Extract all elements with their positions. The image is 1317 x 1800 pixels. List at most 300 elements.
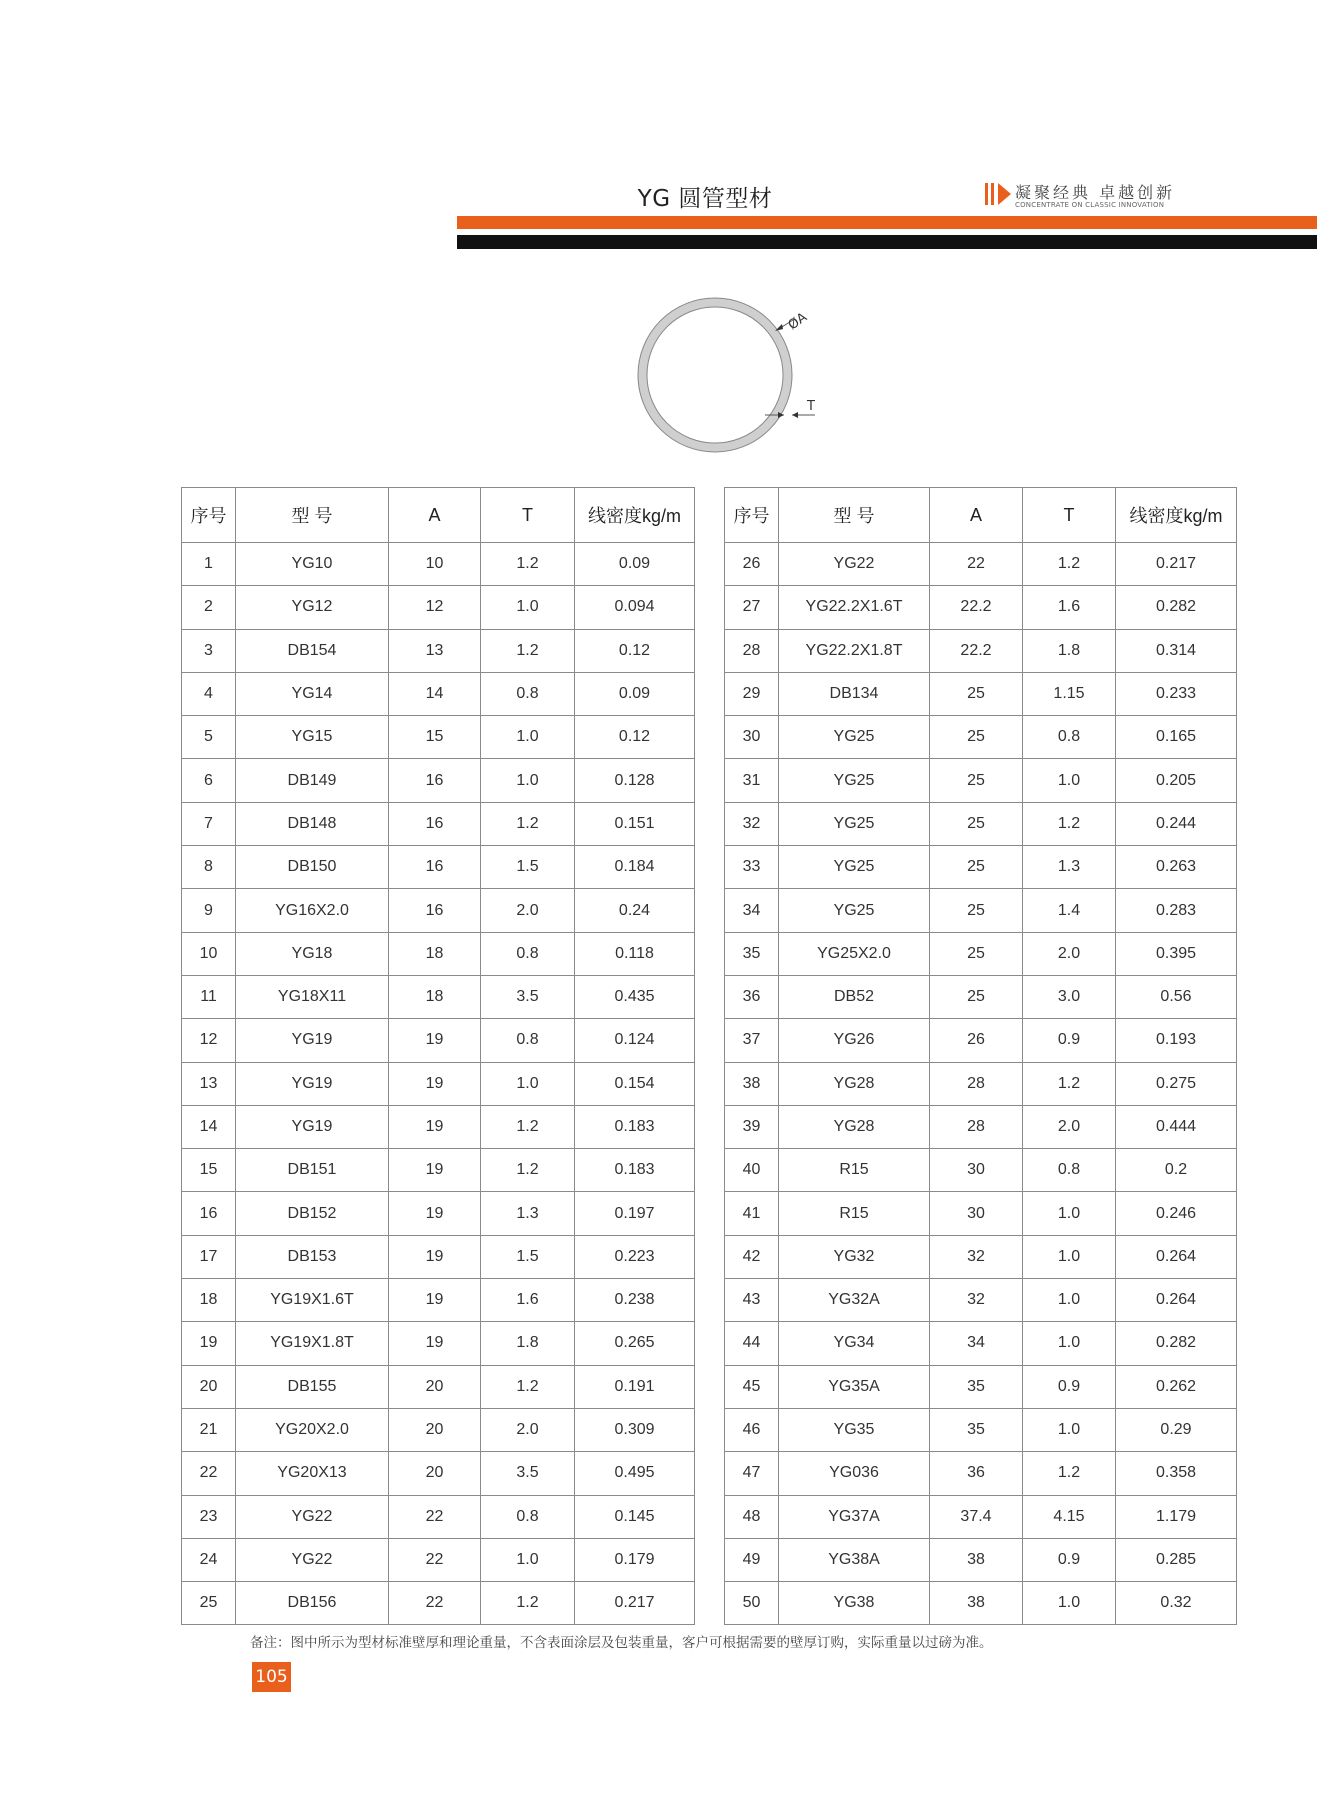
cell-index: 44: [725, 1322, 779, 1365]
table-row: [725, 1062, 1237, 1105]
cell-model: YG35A: [779, 1365, 930, 1408]
cell-index: 43: [725, 1279, 779, 1322]
cell-a: 10: [389, 543, 481, 586]
cell-t: 1.0: [1023, 1235, 1116, 1278]
cell-t: 1.8: [1023, 629, 1116, 672]
slogan-chinese: 凝聚经典 卓越创新: [1015, 183, 1176, 202]
table-row: [182, 1062, 695, 1105]
cell-a: 35: [930, 1365, 1023, 1408]
cell-a: 16: [389, 889, 481, 932]
cell-density: 0.094: [575, 586, 695, 629]
cell-a: 19: [389, 1235, 481, 1278]
cell-density: 0.184: [575, 846, 695, 889]
cell-a: 25: [930, 932, 1023, 975]
cell-t: 1.2: [1023, 543, 1116, 586]
cell-a: 22: [389, 1538, 481, 1581]
cell-a: 38: [930, 1538, 1023, 1581]
cell-index: 21: [182, 1408, 236, 1451]
table-row: [182, 1105, 695, 1148]
cell-density: 0.179: [575, 1538, 695, 1581]
table-row: [182, 1192, 695, 1235]
cell-index: 50: [725, 1582, 779, 1625]
cell-a: 19: [389, 1062, 481, 1105]
cell-model: YG19: [236, 1062, 389, 1105]
table-row: [725, 716, 1237, 759]
cell-index: 32: [725, 802, 779, 845]
table-row: [725, 543, 1237, 586]
table-row: [182, 1538, 695, 1581]
cell-model: YG28: [779, 1062, 930, 1105]
table-row: [725, 1105, 1237, 1148]
header-a: A: [930, 488, 1023, 543]
cell-density: 0.183: [575, 1149, 695, 1192]
cell-density: 0.444: [1116, 1105, 1237, 1148]
cell-index: 23: [182, 1495, 236, 1538]
table-row: [182, 846, 695, 889]
cell-a: 32: [930, 1235, 1023, 1278]
cell-density: 0.12: [575, 716, 695, 759]
cell-model: YG25: [779, 802, 930, 845]
page-title: YG 圆管型材: [637, 186, 773, 212]
cell-a: 16: [389, 846, 481, 889]
cell-model: YG19: [236, 1019, 389, 1062]
cell-a: 22: [389, 1582, 481, 1625]
cell-density: 1.179: [1116, 1495, 1237, 1538]
table-header-row: [725, 488, 1237, 543]
table-row: [182, 932, 695, 975]
cell-index: 40: [725, 1149, 779, 1192]
cell-model: DB153: [236, 1235, 389, 1278]
cell-index: 19: [182, 1322, 236, 1365]
cell-model: DB151: [236, 1149, 389, 1192]
cell-model: YG22: [236, 1495, 389, 1538]
cell-a: 26: [930, 1019, 1023, 1062]
cell-density: 0.32: [1116, 1582, 1237, 1625]
cell-model: YG25: [779, 889, 930, 932]
cell-t: 1.2: [1023, 1062, 1116, 1105]
cell-a: 22.2: [930, 586, 1023, 629]
cell-model: YG18: [236, 932, 389, 975]
cell-model: DB155: [236, 1365, 389, 1408]
cell-index: 28: [725, 629, 779, 672]
cell-t: 4.15: [1023, 1495, 1116, 1538]
header-index: 序号: [182, 488, 236, 543]
table-row: [725, 629, 1237, 672]
table-row: [725, 932, 1237, 975]
cell-density: 0.154: [575, 1062, 695, 1105]
cell-density: 0.12: [575, 629, 695, 672]
cell-density: 0.193: [1116, 1019, 1237, 1062]
table-row: [182, 1495, 695, 1538]
cell-model: YG18X11: [236, 975, 389, 1018]
cell-t: 2.0: [481, 1408, 575, 1451]
cell-a: 28: [930, 1062, 1023, 1105]
cell-t: 2.0: [481, 889, 575, 932]
table-row: [182, 1365, 695, 1408]
cell-t: 1.0: [481, 759, 575, 802]
cell-a: 12: [389, 586, 481, 629]
cell-a: 18: [389, 975, 481, 1018]
cell-density: 0.264: [1116, 1279, 1237, 1322]
cell-a: 19: [389, 1279, 481, 1322]
footnote: 备注：图中所示为型材标准壁厚和理论重量，不含表面涂层及包装重量，客户可根据需要的壁厚订购，实际重量以过磅为准。: [250, 1635, 993, 1651]
header-orange-stripe: [457, 216, 1317, 229]
table-row: [182, 672, 695, 715]
cell-t: 1.0: [1023, 1192, 1116, 1235]
cell-index: 4: [182, 672, 236, 715]
cell-a: 36: [930, 1452, 1023, 1495]
cell-t: 1.2: [481, 1105, 575, 1148]
cell-density: 0.56: [1116, 975, 1237, 1018]
cell-t: 1.6: [1023, 586, 1116, 629]
tube-cross-section-diagram: [615, 290, 835, 460]
cell-a: 14: [389, 672, 481, 715]
table-row: [725, 672, 1237, 715]
header-black-stripe: [457, 235, 1317, 249]
cell-model: YG38A: [779, 1538, 930, 1581]
header-density: 线密度kg/m: [575, 488, 695, 543]
table-header-row: [182, 488, 695, 543]
cell-density: 0.495: [575, 1452, 695, 1495]
table-row: [725, 1452, 1237, 1495]
cell-model: YG28: [779, 1105, 930, 1148]
cell-t: 1.0: [481, 1538, 575, 1581]
cell-index: 47: [725, 1452, 779, 1495]
cell-density: 0.205: [1116, 759, 1237, 802]
table-row: [725, 1408, 1237, 1451]
cell-a: 35: [930, 1408, 1023, 1451]
cell-t: 1.2: [1023, 1452, 1116, 1495]
table-row: [182, 889, 695, 932]
cell-t: 1.2: [481, 1582, 575, 1625]
cell-t: 3.0: [1023, 975, 1116, 1018]
cell-density: 0.309: [575, 1408, 695, 1451]
cell-density: 0.285: [1116, 1538, 1237, 1581]
cell-density: 0.238: [575, 1279, 695, 1322]
cell-a: 34: [930, 1322, 1023, 1365]
spec-table-right: [724, 487, 1237, 1625]
cell-model: YG16X2.0: [236, 889, 389, 932]
cell-index: 22: [182, 1452, 236, 1495]
cell-t: 1.5: [481, 846, 575, 889]
table-row: [182, 1019, 695, 1062]
cell-t: 1.15: [1023, 672, 1116, 715]
cell-a: 22: [389, 1495, 481, 1538]
cell-index: 3: [182, 629, 236, 672]
table-row: [182, 543, 695, 586]
cell-index: 15: [182, 1149, 236, 1192]
cell-t: 1.0: [1023, 1582, 1116, 1625]
table-row: [182, 716, 695, 759]
tube-inner-circle: [647, 307, 783, 443]
cell-a: 25: [930, 846, 1023, 889]
cell-index: 17: [182, 1235, 236, 1278]
cell-density: 0.283: [1116, 889, 1237, 932]
cell-model: YG26: [779, 1019, 930, 1062]
table-row: [182, 1582, 695, 1625]
cell-t: 1.2: [481, 629, 575, 672]
table-row: [182, 586, 695, 629]
table-row: [725, 1149, 1237, 1192]
slogan-english: CONCENTRATE ON CLASSIC INNOVATION: [1015, 201, 1165, 209]
cell-a: 30: [930, 1149, 1023, 1192]
cell-density: 0.24: [575, 889, 695, 932]
cell-model: YG20X13: [236, 1452, 389, 1495]
cell-density: 0.165: [1116, 716, 1237, 759]
slogan-arrow-icon: [985, 183, 1013, 205]
cell-density: 0.197: [575, 1192, 695, 1235]
cell-model: YG19X1.6T: [236, 1279, 389, 1322]
cell-a: 32: [930, 1279, 1023, 1322]
cell-density: 0.233: [1116, 672, 1237, 715]
table-row: [182, 1452, 695, 1495]
header-t: T: [481, 488, 575, 543]
cell-a: 16: [389, 802, 481, 845]
table-row: [182, 1408, 695, 1451]
cell-density: 0.275: [1116, 1062, 1237, 1105]
cell-a: 20: [389, 1452, 481, 1495]
cell-model: YG10: [236, 543, 389, 586]
cell-t: 1.2: [481, 1149, 575, 1192]
cell-t: 1.2: [481, 802, 575, 845]
cell-density: 0.282: [1116, 586, 1237, 629]
cell-model: YG15: [236, 716, 389, 759]
cell-a: 25: [930, 889, 1023, 932]
cell-density: 0.191: [575, 1365, 695, 1408]
cell-index: 37: [725, 1019, 779, 1062]
cell-model: YG19X1.8T: [236, 1322, 389, 1365]
cell-density: 0.314: [1116, 629, 1237, 672]
cell-density: 0.263: [1116, 846, 1237, 889]
cell-t: 0.8: [481, 1019, 575, 1062]
table-row: [725, 975, 1237, 1018]
cell-density: 0.395: [1116, 932, 1237, 975]
cell-density: 0.217: [575, 1582, 695, 1625]
cell-t: 0.8: [481, 672, 575, 715]
cell-index: 8: [182, 846, 236, 889]
cell-t: 0.9: [1023, 1538, 1116, 1581]
cell-model: YG25: [779, 759, 930, 802]
cell-t: 1.8: [481, 1322, 575, 1365]
header-a: A: [389, 488, 481, 543]
cell-index: 11: [182, 975, 236, 1018]
cell-a: 20: [389, 1408, 481, 1451]
table-row: [182, 1279, 695, 1322]
cell-model: DB156: [236, 1582, 389, 1625]
cell-model: YG34: [779, 1322, 930, 1365]
cell-density: 0.246: [1116, 1192, 1237, 1235]
cell-index: 42: [725, 1235, 779, 1278]
cell-a: 30: [930, 1192, 1023, 1235]
table-row: [725, 1192, 1237, 1235]
cell-a: 25: [930, 975, 1023, 1018]
cell-t: 1.4: [1023, 889, 1116, 932]
cell-model: R15: [779, 1192, 930, 1235]
cell-model: DB152: [236, 1192, 389, 1235]
cell-t: 1.0: [1023, 759, 1116, 802]
cell-index: 16: [182, 1192, 236, 1235]
cell-a: 18: [389, 932, 481, 975]
cell-density: 0.435: [575, 975, 695, 1018]
cell-a: 13: [389, 629, 481, 672]
cell-a: 38: [930, 1582, 1023, 1625]
cell-index: 39: [725, 1105, 779, 1148]
cell-a: 25: [930, 759, 1023, 802]
thickness-label: T: [807, 399, 815, 414]
cell-index: 30: [725, 716, 779, 759]
cell-density: 0.124: [575, 1019, 695, 1062]
cell-model: YG22: [236, 1538, 389, 1581]
cell-model: R15: [779, 1149, 930, 1192]
cell-t: 1.6: [481, 1279, 575, 1322]
cell-t: 0.8: [481, 1495, 575, 1538]
table-row: [725, 846, 1237, 889]
header-t: T: [1023, 488, 1116, 543]
cell-model: YG036: [779, 1452, 930, 1495]
cell-t: 2.0: [1023, 932, 1116, 975]
cell-index: 2: [182, 586, 236, 629]
cell-density: 0.145: [575, 1495, 695, 1538]
cell-model: YG25: [779, 716, 930, 759]
table-row: [182, 1149, 695, 1192]
cell-density: 0.223: [575, 1235, 695, 1278]
table-row: [182, 629, 695, 672]
cell-a: 16: [389, 759, 481, 802]
cell-t: 1.2: [481, 543, 575, 586]
cell-density: 0.09: [575, 543, 695, 586]
cell-t: 1.5: [481, 1235, 575, 1278]
cell-model: YG19: [236, 1105, 389, 1148]
cell-index: 1: [182, 543, 236, 586]
cell-t: 1.3: [1023, 846, 1116, 889]
table-row: [725, 1365, 1237, 1408]
table-row: [725, 1322, 1237, 1365]
cell-density: 0.118: [575, 932, 695, 975]
cell-density: 0.244: [1116, 802, 1237, 845]
cell-density: 0.183: [575, 1105, 695, 1148]
cell-model: YG37A: [779, 1495, 930, 1538]
cell-index: 12: [182, 1019, 236, 1062]
cell-density: 0.262: [1116, 1365, 1237, 1408]
cell-t: 1.0: [1023, 1322, 1116, 1365]
table-row: [725, 586, 1237, 629]
table-row: [725, 1279, 1237, 1322]
cell-a: 28: [930, 1105, 1023, 1148]
cell-index: 38: [725, 1062, 779, 1105]
cell-a: 22.2: [930, 629, 1023, 672]
cell-index: 5: [182, 716, 236, 759]
cell-a: 20: [389, 1365, 481, 1408]
cell-model: YG20X2.0: [236, 1408, 389, 1451]
cell-t: 0.8: [481, 932, 575, 975]
cell-density: 0.2: [1116, 1149, 1237, 1192]
header-model: 型 号: [236, 488, 389, 543]
cell-density: 0.151: [575, 802, 695, 845]
cell-a: 25: [930, 716, 1023, 759]
cell-t: 0.8: [1023, 1149, 1116, 1192]
cell-model: YG12: [236, 586, 389, 629]
cell-index: 46: [725, 1408, 779, 1451]
cell-t: 1.0: [481, 586, 575, 629]
thickness-arrow-right-icon: [792, 412, 798, 418]
cell-t: 3.5: [481, 1452, 575, 1495]
cell-a: 25: [930, 672, 1023, 715]
cell-density: 0.265: [575, 1322, 695, 1365]
cell-model: DB52: [779, 975, 930, 1018]
cell-model: DB154: [236, 629, 389, 672]
cell-model: YG14: [236, 672, 389, 715]
cell-index: 33: [725, 846, 779, 889]
cell-index: 10: [182, 932, 236, 975]
table-row: [725, 802, 1237, 845]
header-density: 线密度kg/m: [1116, 488, 1237, 543]
table-row: [725, 759, 1237, 802]
cell-t: 0.9: [1023, 1019, 1116, 1062]
cell-index: 6: [182, 759, 236, 802]
cell-a: 19: [389, 1149, 481, 1192]
cell-a: 37.4: [930, 1495, 1023, 1538]
cell-index: 7: [182, 802, 236, 845]
cell-t: 0.9: [1023, 1365, 1116, 1408]
cell-model: YG32: [779, 1235, 930, 1278]
cell-index: 26: [725, 543, 779, 586]
cell-index: 14: [182, 1105, 236, 1148]
cell-index: 41: [725, 1192, 779, 1235]
cell-index: 45: [725, 1365, 779, 1408]
cell-t: 1.2: [1023, 802, 1116, 845]
cell-index: 20: [182, 1365, 236, 1408]
cell-a: 19: [389, 1019, 481, 1062]
cell-density: 0.264: [1116, 1235, 1237, 1278]
cell-a: 19: [389, 1105, 481, 1148]
table-row: [725, 1582, 1237, 1625]
cell-model: YG22.2X1.6T: [779, 586, 930, 629]
cell-a: 25: [930, 802, 1023, 845]
table-row: [725, 1019, 1237, 1062]
cell-model: YG32A: [779, 1279, 930, 1322]
header-model: 型 号: [779, 488, 930, 543]
cell-model: YG25: [779, 846, 930, 889]
cell-t: 2.0: [1023, 1105, 1116, 1148]
cell-model: DB148: [236, 802, 389, 845]
cell-model: YG22.2X1.8T: [779, 629, 930, 672]
cell-density: 0.09: [575, 672, 695, 715]
cell-t: 1.0: [1023, 1279, 1116, 1322]
cell-a: 22: [930, 543, 1023, 586]
table-row: [182, 759, 695, 802]
table-row: [182, 1235, 695, 1278]
table-row: [725, 1235, 1237, 1278]
cell-a: 19: [389, 1192, 481, 1235]
diameter-label: ØA: [785, 310, 810, 334]
cell-t: 0.8: [1023, 716, 1116, 759]
cell-t: 1.0: [481, 1062, 575, 1105]
cell-index: 29: [725, 672, 779, 715]
cell-index: 27: [725, 586, 779, 629]
cell-density: 0.29: [1116, 1408, 1237, 1451]
cell-model: YG35: [779, 1408, 930, 1451]
cell-t: 1.0: [481, 716, 575, 759]
cell-index: 49: [725, 1538, 779, 1581]
spec-table-left: [181, 487, 695, 1625]
cell-index: 35: [725, 932, 779, 975]
cell-t: 1.3: [481, 1192, 575, 1235]
cell-index: 18: [182, 1279, 236, 1322]
cell-a: 19: [389, 1322, 481, 1365]
table-row: [182, 1322, 695, 1365]
table-row: [725, 1495, 1237, 1538]
cell-index: 25: [182, 1582, 236, 1625]
